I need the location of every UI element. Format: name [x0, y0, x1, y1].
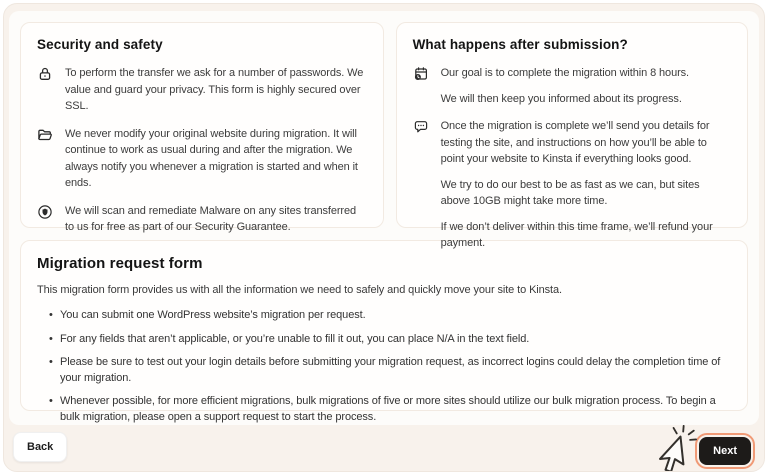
- next-button-area: [651, 425, 755, 469]
- schedule-icon: [413, 66, 429, 82]
- migration-bullet: • You can submit one WordPress website’s migration per request.: [49, 308, 731, 324]
- after-submission-card: [396, 22, 748, 249]
- security-item-text: To perform the transfer we ask for a number of passwords. We value and guard your privacy. This form is highly secured over SSL.: [65, 67, 364, 112]
- security-item-no-modify: [37, 126, 367, 192]
- security-safety-card: [20, 22, 384, 233]
- migration-bullet: • Please be sure to test out your login details before submitting your migration request, as incorrect logins could delay the completion time of your migration.: [49, 355, 731, 386]
- lock-icon: [37, 66, 53, 82]
- submission-item-paragraph: We will then keep you informed about its progress.: [440, 92, 682, 105]
- next-button[interactable]: Next: [699, 437, 751, 465]
- submission-card-title: What happens after submission?: [412, 37, 628, 52]
- migration-card-title: Migration request form: [37, 255, 203, 272]
- security-item-text: We will scan and remediate Malware on any sites transferred to us for free as part of our Security Guarantee.: [65, 204, 357, 233]
- submission-item-paragraph: Our goal is to complete the migration within 8 hours.: [440, 67, 690, 79]
- migration-bullet-list: [37, 308, 731, 425]
- chat-icon: [413, 119, 429, 135]
- submission-item-goal: [413, 65, 731, 107]
- security-item-text: We never modify your original website during migration. It will continue to work as usual during and after the migration. We always notify you whenever a migration is started and when it ends.: [65, 127, 358, 189]
- submission-item-paragraph: We try to do our best to be as fast as we can, but sites above 10GB might take more time.: [440, 178, 700, 207]
- back-button[interactable]: Back: [13, 432, 67, 462]
- folder-icon: [37, 127, 53, 143]
- migration-intro-text: This migration form provides us with all the information we need to safely and quickly move your site to Kinsta.: [37, 284, 562, 296]
- migration-bullet: • For any fields that aren’t applicable, or you’re unable to fill it out, you can place N/A in the text field.: [49, 332, 731, 348]
- migration-request-form-card: [20, 240, 748, 423]
- security-item-malware: [37, 203, 367, 236]
- security-card-title: Security and safety: [37, 37, 163, 52]
- info-cards-row: [20, 22, 748, 249]
- migration-bullet: • Whenever possible, for more efficient migrations, bulk migrations of five or more sites should utilize our bulk migration process. To begin a bulk migration, please open a support request to start the process.: [49, 394, 731, 425]
- security-item-passwords: [37, 65, 367, 115]
- content-panel: [9, 11, 759, 425]
- cursor-click-icon: [651, 425, 697, 472]
- next-button-focus-ring: [695, 433, 755, 469]
- wizard-footer: [4, 423, 764, 471]
- submission-item-details: [413, 118, 731, 252]
- submission-item-paragraph: Once the migration is complete we’ll send you details for testing the site, and instructions on how you’ll be able to point your website to Kinsta if everything looks good.: [440, 120, 710, 165]
- submission-item-paragraph: If we don’t deliver within this time frame, we’ll refund your payment.: [440, 220, 713, 249]
- shield-icon: [37, 204, 53, 220]
- page-background: [3, 3, 765, 472]
